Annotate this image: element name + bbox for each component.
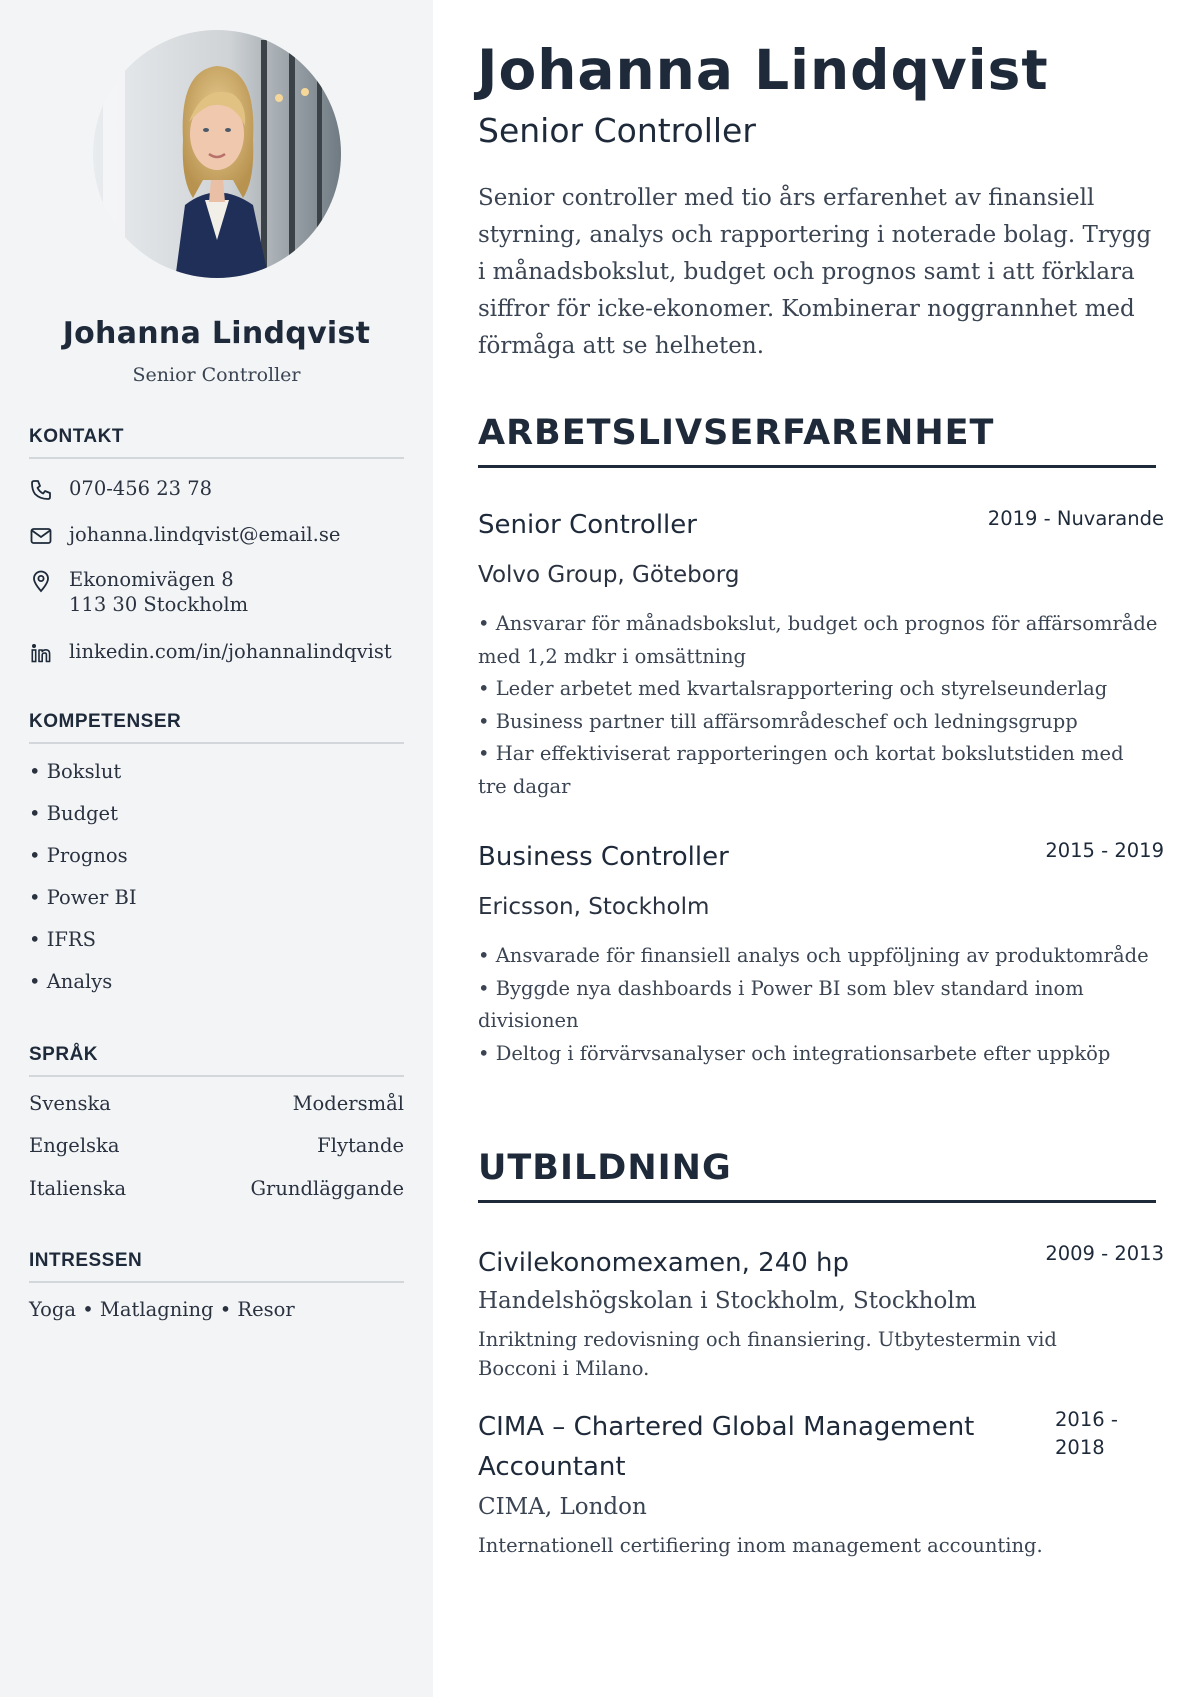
address-text — [69, 567, 248, 617]
education-2-degree: CIMA – Chartered Global Management Accountant — [478, 1412, 975, 1482]
education-2-dates — [1055, 1406, 1118, 1462]
education-heading: UTBILDNING — [478, 1148, 1156, 1203]
address-line-1: Ekonomivägen 8 — [69, 568, 234, 591]
address-line-2: 113 30 Stockholm — [69, 593, 249, 616]
phone-text[interactable]: 070-456 23 78 — [69, 477, 213, 500]
education-1-dates: 2009 - 2013 — [1045, 1242, 1164, 1265]
skill-item: • Prognos — [29, 844, 128, 867]
job-1-title: Senior Controller — [478, 510, 697, 540]
education-2-description: Internationell certifiering inom management accounting. — [478, 1534, 1043, 1557]
skill-item: • Power BI — [29, 886, 137, 909]
profile-photo — [93, 30, 341, 278]
summary-text: Senior controller med tio års erfarenhet av finansiell styrning, analys och rapportering i noterade bolag. Trygg i månadsbokslut, budget och prognos samt i att förklara siffror för icke-ekonomer. Kombinerar noggrannhet med förmåga att se helheten. — [478, 185, 1152, 359]
languages-section — [29, 1044, 404, 1204]
linkedin-icon — [29, 641, 53, 665]
phone-icon — [29, 478, 53, 502]
job-title: Senior Controller — [478, 111, 756, 150]
contact-email — [29, 522, 340, 548]
linkedin-text[interactable]: linkedin.com/in/johannalindqvist — [69, 640, 392, 663]
job-2-dates: 2015 - 2019 — [1045, 839, 1164, 862]
bullet-item: • Har effektiviserat rapporteringen och kortat bokslutstiden med tre dagar — [478, 742, 1124, 798]
contact-heading: KONTAKT — [29, 426, 404, 459]
profile-photo-image — [93, 30, 341, 278]
main-content — [433, 0, 1200, 1697]
languages-heading: SPRÅK — [29, 1044, 404, 1077]
skill-item: • Analys — [29, 970, 113, 993]
language-row — [29, 1092, 404, 1115]
contact-section — [29, 426, 404, 676]
language-row — [29, 1134, 404, 1157]
bullet-item: • Leder arbetet med kvartalsrapportering och styrelseunderlag — [478, 677, 1108, 700]
job-2-title: Business Controller — [478, 842, 729, 872]
education-1-degree: Civilekonomexamen, 240 hp — [478, 1248, 850, 1278]
skills-section — [29, 711, 404, 1001]
education-1-school: Handelshögskolan i Stockholm, Stockholm — [478, 1288, 977, 1314]
mail-icon — [29, 524, 53, 548]
contact-phone — [29, 476, 212, 502]
language-name: Svenska — [29, 1092, 111, 1115]
language-row — [29, 1177, 404, 1200]
experience-heading: ARBETSLIVSERFARENHET — [478, 413, 1156, 468]
job-1-bullets — [478, 608, 1158, 803]
bullet-item: • Ansvarar för månadsbokslut, budget och prognos för affärsområde med 1,2 mdkr i omsättning — [478, 612, 1158, 668]
page-title: Johanna Lindqvist — [477, 38, 1049, 102]
sidebar-name: Johanna Lindqvist — [62, 316, 371, 351]
job-2-bullets — [478, 940, 1158, 1070]
education-2-school: CIMA, London — [478, 1494, 647, 1520]
skill-item: • Bokslut — [29, 760, 122, 783]
interests-section — [29, 1250, 404, 1330]
contact-linkedin — [29, 639, 392, 665]
interests-text: Yoga • Matlagning • Resor — [29, 1298, 295, 1321]
job-1-dates: 2019 - Nuvarande — [987, 507, 1164, 530]
bullet-item: • Ansvarade för finansiell analys och uppföljning av produktområde — [478, 944, 1149, 967]
education-1-description: Inriktning redovisning och finansiering. Utbytestermin vid Bocconi i Milano. — [478, 1328, 1057, 1380]
contact-address — [29, 567, 248, 617]
language-level: Grundläggande — [250, 1177, 404, 1200]
job-2-company: Ericsson, Stockholm — [478, 894, 710, 920]
bullet-item: • Deltog i förvärvsanalyser och integrationsarbete efter uppköp — [478, 1041, 1111, 1065]
skill-item: • IFRS — [29, 928, 96, 951]
language-level: Modersmål — [292, 1092, 404, 1115]
education-2-dates-line-2: 2018 — [1055, 1436, 1105, 1459]
language-name: Engelska — [29, 1134, 120, 1157]
education-2-dates-line-1: 2016 - — [1055, 1408, 1118, 1431]
interests-heading: INTRESSEN — [29, 1250, 404, 1283]
language-name: Italienska — [29, 1177, 127, 1200]
sidebar-job-title: Senior Controller — [132, 364, 301, 386]
language-level: Flytande — [317, 1134, 404, 1157]
skill-item: • Budget — [29, 802, 118, 825]
skills-heading: KOMPETENSER — [29, 711, 404, 744]
job-1-company: Volvo Group, Göteborg — [478, 562, 740, 588]
sidebar — [0, 0, 433, 1697]
bullet-item: • Byggde nya dashboards i Power BI som blev standard inom divisionen — [478, 976, 1084, 1032]
email-text[interactable]: johanna.lindqvist@email.se — [69, 523, 341, 546]
location-pin-icon — [29, 569, 53, 593]
bullet-item: • Business partner till affärsområdeschef och ledningsgrupp — [478, 709, 1078, 733]
